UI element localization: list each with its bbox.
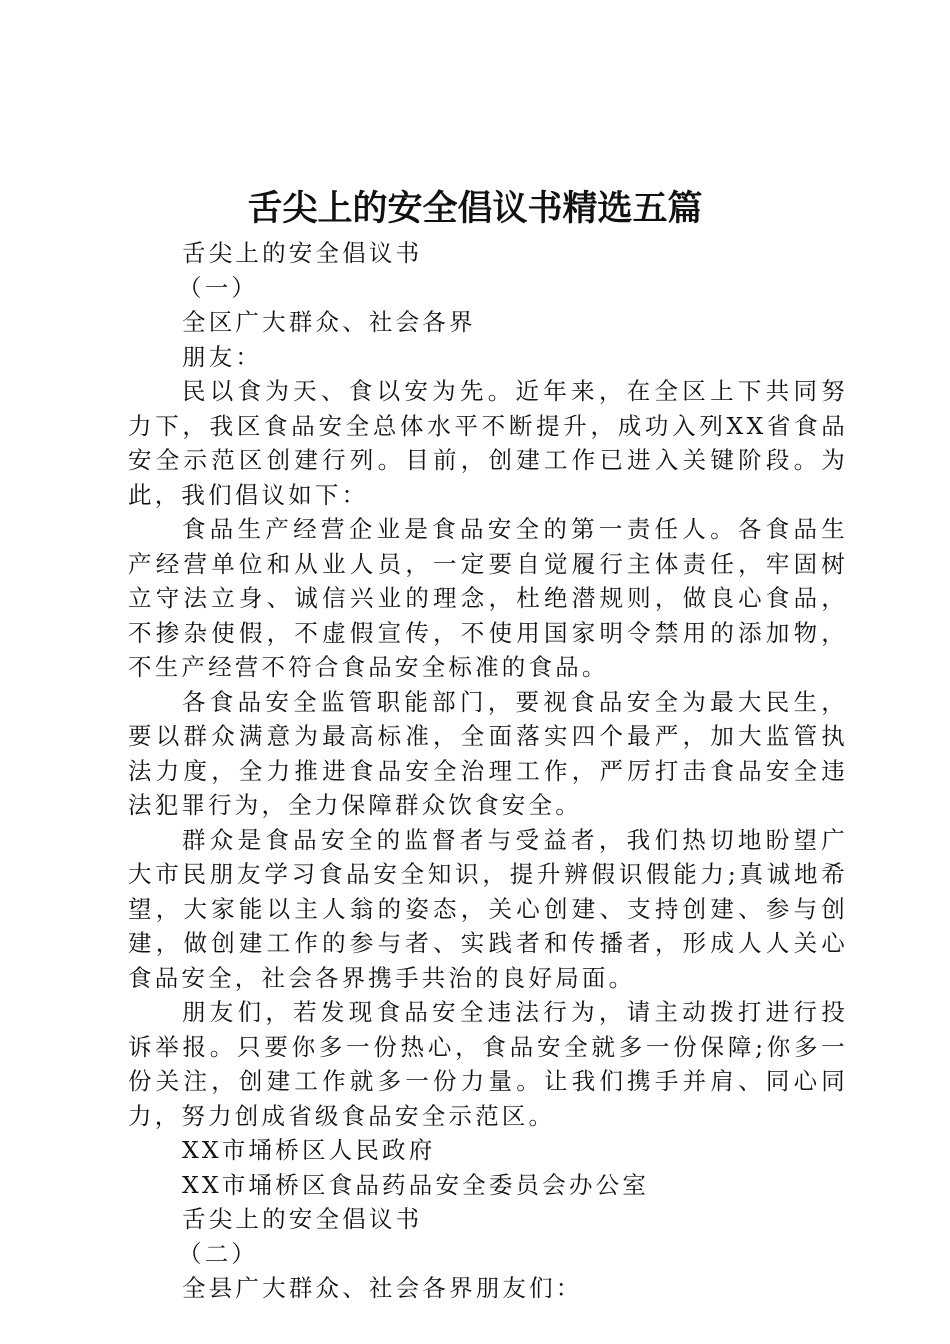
- signature-line: XX市埇桥区食品药品安全委员会办公室: [182, 1170, 650, 1199]
- salutation-line: 朋友：: [182, 342, 263, 371]
- body-paragraph: 食品生产经营企业是食品安全的第一责任人。各食品生产经营单位和从业人员，一定要自觉履行主体责任，牢固树立守法立身、诚信兴业的理念，杜绝潜规则，做良心食品，不掺杂使假，不虚假宣传，不使用国家明令禁用的添加物，不生产经营不符合食品安全标准的食品。: [128, 515, 848, 681]
- signature-line: XX市埇桥区人民政府: [182, 1136, 436, 1164]
- section-number: （二）: [178, 1239, 259, 1268]
- salutation-line: 全县广大群众、社会各界朋友们：: [182, 1274, 583, 1302]
- salutation-line: 全区广大群众、社会各界: [182, 308, 476, 336]
- document-body: [128, 236, 848, 1306]
- body-paragraph: 各食品安全监管职能部门，要视食品安全为最大民生，要以群众满意为最高标准，全面落实四个最严，加大监管执法力度，全力推进食品安全治理工作，严厉打击食品安全违法犯罪行为，全力保障群众饮食安全。: [128, 687, 848, 819]
- section-heading: 舌尖上的安全倡议书: [182, 239, 423, 267]
- body-paragraph: 民以食为天、食以安为先。近年来，在全区上下共同努力下，我区食品安全总体水平不断提升，成功入列XX省食品安全示范区创建行列。目前，创建工作已进入关键阶段。为此，我们倡议如下：: [128, 377, 848, 509]
- document-title: 舌尖上的安全倡议书精选五篇: [247, 188, 703, 229]
- body-paragraph: 群众是食品安全的监督者与受益者，我们热切地盼望广大市民朋友学习食品安全知识，提升辨假识假能力;真诚地希望，大家能以主人翁的姿态，关心创建、支持创建、参与创建，做创建工作的参与者、实践者和传播者，形成人人关心食品安全，社会各界携手共治的良好局面。: [128, 825, 848, 992]
- section-heading: 舌尖上的安全倡议书: [182, 1205, 423, 1233]
- section-number: （一）: [178, 273, 259, 302]
- body-paragraph: 朋友们，若发现食品安全违法行为，请主动拨打进行投诉举报。只要你多一份热心，食品安全就多一份保障;你多一份关注，创建工作就多一份力量。让我们携手并肩、同心同力，努力创成省级食品安全示范区。: [128, 998, 848, 1130]
